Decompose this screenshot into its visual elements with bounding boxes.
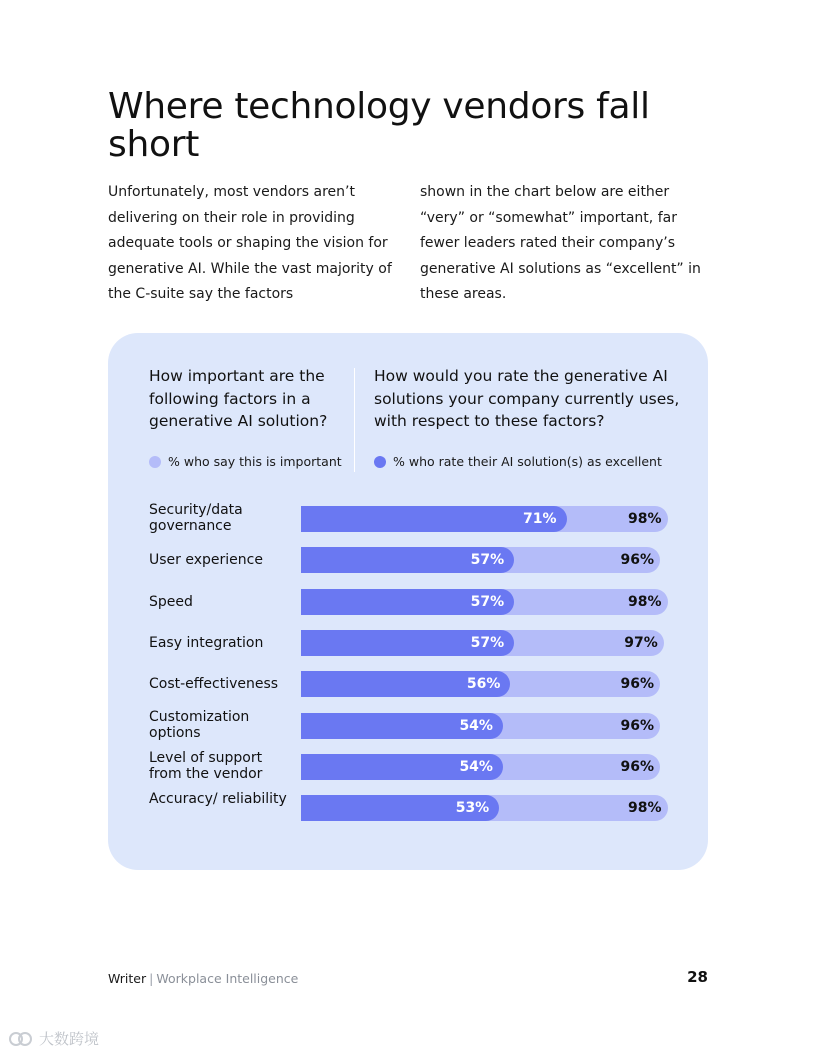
- chart-row: [108, 749, 708, 782]
- bar-track: [301, 506, 675, 532]
- category-label: Customization options: [149, 708, 250, 741]
- footer-brand: [108, 971, 298, 986]
- category-label: Accuracy/ reliability: [149, 791, 287, 808]
- chart-row: [108, 502, 708, 534]
- bar-track: [301, 589, 675, 615]
- footer-brand-name: Writer: [108, 971, 147, 986]
- rating-question: How would you rate the generative AI solutions your company currently uses, with respect to these factors?: [374, 367, 680, 430]
- category-label: Cost-effectiveness: [149, 676, 279, 693]
- bar-track: [301, 547, 675, 573]
- chart-row: [108, 589, 708, 615]
- bar-chart: [108, 333, 708, 870]
- chart-panel: [108, 333, 708, 870]
- category-label: Speed: [149, 593, 193, 610]
- chart-row: [108, 547, 708, 573]
- category-label: Easy integration: [149, 634, 264, 651]
- excellent-value-label: 53%: [455, 800, 490, 817]
- category-label: User experience: [149, 552, 263, 569]
- important-value-label: 98%: [628, 593, 662, 610]
- bar-track: [301, 754, 675, 780]
- page-number: 28: [687, 968, 708, 986]
- footer-separator: |: [149, 971, 154, 986]
- bar-track: [301, 630, 675, 656]
- excellent-value-label: 54%: [459, 717, 493, 734]
- bar-track: [301, 671, 675, 697]
- excellent-value-label: 54%: [459, 758, 493, 775]
- important-value-label: 98%: [628, 800, 662, 817]
- category-label: Level of support from the vendor: [149, 749, 263, 782]
- bar-track: [301, 795, 675, 821]
- chart-row: [108, 630, 708, 656]
- watermark: [8, 1028, 99, 1049]
- legend-excellent-label: % who rate their AI solution(s) as excellent: [393, 454, 662, 469]
- chart-row: [108, 791, 708, 821]
- important-value-label: 96%: [620, 552, 655, 569]
- page-title: Where technology vendors fall short: [108, 86, 650, 165]
- intro-paragraph-right: shown in the chart below are either “very” or “somewhat” important, far fewer leaders rated their company’s generative AI solutions as “excellent” in these areas.: [420, 184, 701, 302]
- excellent-value-label: 57%: [470, 593, 505, 610]
- important-value-label: 96%: [620, 758, 655, 775]
- bar-track: [301, 713, 675, 739]
- important-value-label: 98%: [628, 511, 662, 527]
- important-value-label: 96%: [620, 676, 655, 693]
- watermark-text: 大数跨境: [39, 1030, 100, 1048]
- category-label: Security/data governance: [149, 502, 243, 534]
- watermark-logo-icon: [8, 1030, 34, 1048]
- chart-row: [108, 708, 708, 741]
- excellent-value-label: 57%: [470, 552, 505, 569]
- important-value-label: 96%: [620, 717, 655, 734]
- excellent-value-label: 71%: [523, 511, 557, 527]
- legend-important-label: % who say this is important: [168, 454, 342, 469]
- important-value-label: 97%: [624, 634, 658, 651]
- excellent-value-label: 56%: [466, 676, 501, 693]
- excellent-value-label: 57%: [470, 634, 505, 651]
- intro-paragraph-left: Unfortunately, most vendors aren’t delivering on their role in providing adequate tools or shaping the vision for generative AI. While the vast majority of the C-suite say the factors: [108, 184, 392, 302]
- chart-row: [108, 671, 708, 697]
- importance-question: How important are the following factors in a generative AI solution?: [149, 367, 328, 430]
- footer-subtitle: Workplace Intelligence: [156, 971, 299, 986]
